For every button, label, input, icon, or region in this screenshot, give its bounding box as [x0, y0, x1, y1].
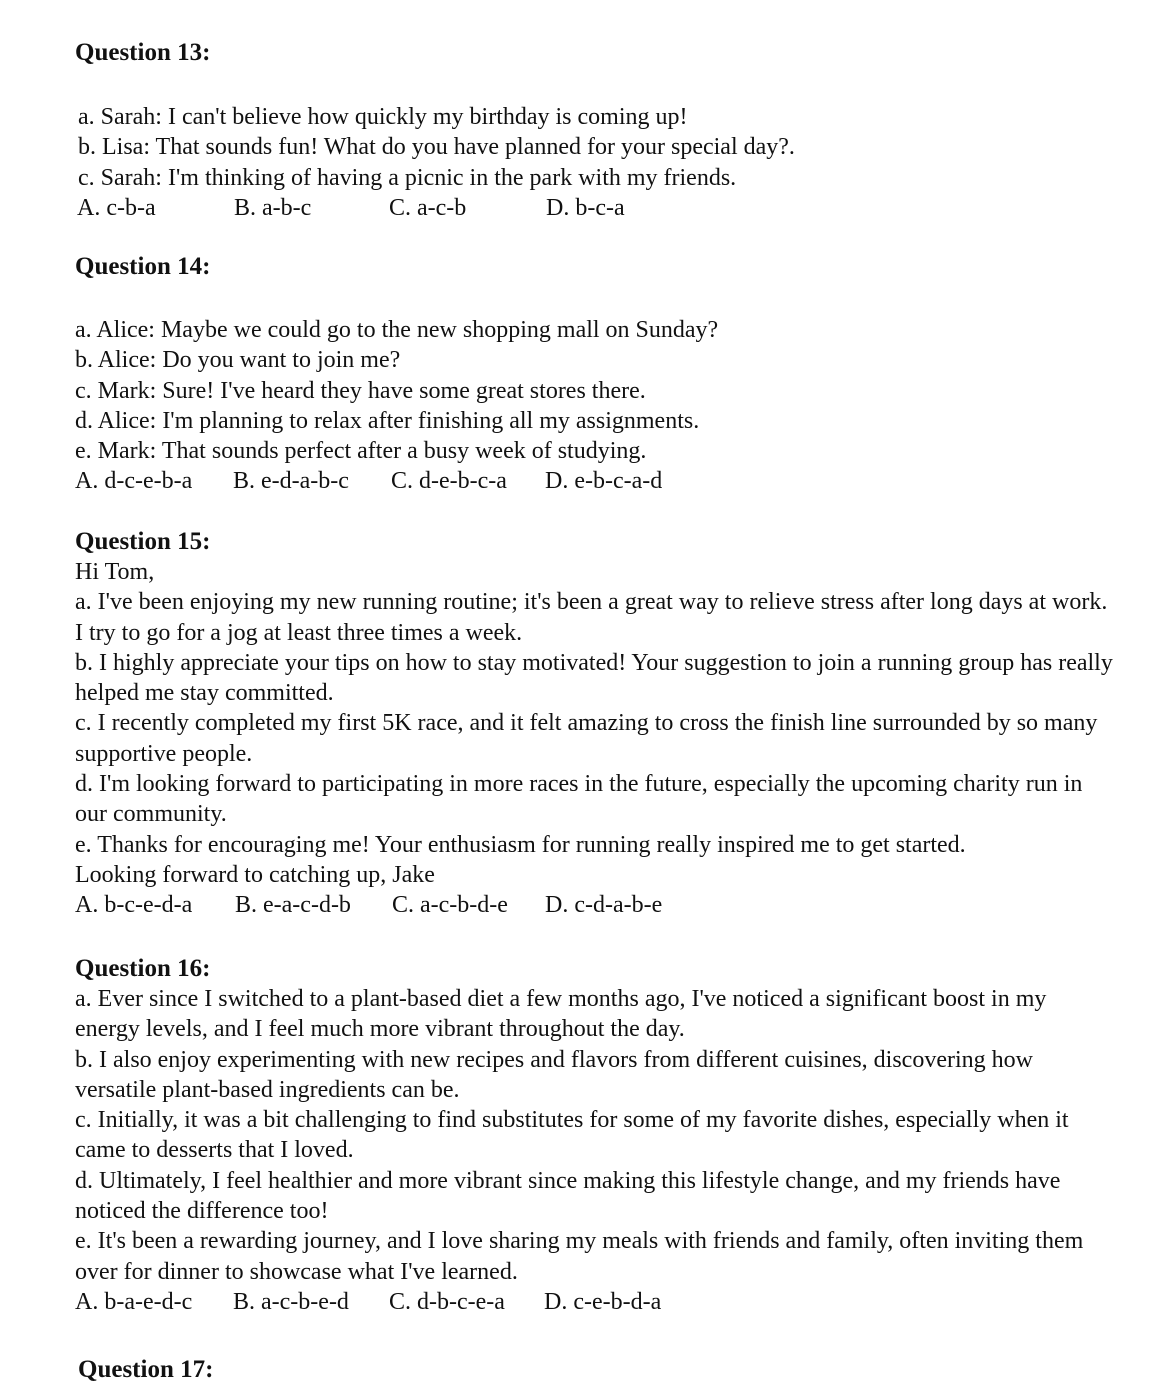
question-15-option-d: D. c-d-a-b-e [545, 892, 663, 919]
question-14-option-a: A. d-c-e-b-a [75, 468, 193, 495]
question-16-item-e: e. It's been a rewarding journey, and I love sharing my meals with friends and family, often inviting them over for dinner to showcase what I've learned. [75, 1228, 1084, 1285]
question-16-option-b: B. a-c-b-e-d [233, 1288, 349, 1315]
question-13-line-a: a. Sarah: I can't believe how quickly my birthday is coming up! [78, 104, 688, 130]
question-15-option-a: A. b-c-e-d-a [75, 892, 193, 919]
question-14-options [75, 466, 1125, 496]
question-16-option-a: A. b-a-e-d-c [75, 1288, 193, 1315]
question-15-option-b: B. e-a-c-d-b [235, 892, 351, 919]
question-16 [75, 954, 1105, 1317]
question-14-title: Question 14: [75, 253, 211, 280]
question-16-options [75, 1287, 1105, 1317]
question-16-title: Question 16: [75, 955, 211, 982]
question-16-item-b: b. I also enjoy experimenting with new recipes and flavors from different cuisines, discovering how versatile plant-based ingredients can be. [75, 1046, 1033, 1103]
question-14-line-c: c. Mark: Sure! I've heard they have some great stores there. [75, 377, 646, 404]
question-16-item-d: d. Ultimately, I feel healthier and more vibrant since making this lifestyle change, and my friends have noticed the difference too! [75, 1167, 1061, 1225]
question-15-title: Question 15: [75, 528, 211, 555]
question-15-item-e: e. Thanks for encouraging me! Your enthusiasm for running really inspired me to get started. [75, 831, 966, 858]
question-15-closing: Looking forward to catching up, Jake [75, 861, 435, 888]
question-14-option-b: B. e-d-a-b-c [233, 468, 349, 495]
question-15-item-d: d. I'm looking forward to participating in more races in the future, especially the upcoming charity run in our community. [75, 771, 1083, 828]
question-14-line-a: a. Alice: Maybe we could go to the new shopping mall on Sunday? [75, 317, 719, 343]
question-13-option-c: C. a-c-b [389, 194, 467, 221]
question-13-option-d: D. b-c-a [546, 194, 625, 221]
question-15-item-b: b. I highly appreciate your tips on how to stay motivated! Your suggestion to join a running group has really helped me stay committed. [75, 649, 1113, 707]
question-13-options [75, 193, 1125, 223]
question-13-line-b: b. Lisa: That sounds fun! What do you have planned for your special day?. [78, 134, 795, 161]
question-16-item-c: c. Initially, it was a bit challenging to find substitutes for some of my favorite dishes, especially when it came to desserts that I loved. [75, 1107, 1069, 1164]
question-15-item-a: a. I've been enjoying my new running routine; it's been a great way to relieve stress after long days at work. I try to go for a jog at least three times a week. [75, 589, 1108, 646]
question-14-line-e: e. Mark: That sounds perfect after a busy week of studying. [75, 438, 647, 465]
question-15-greeting: Hi Tom, [75, 559, 155, 585]
question-13-line-c: c. Sarah: I'm thinking of having a picnic in the park with my friends. [78, 164, 737, 191]
question-17-title: Question 17: [78, 1356, 214, 1383]
question-15 [75, 527, 1115, 920]
question-14-option-c: C. d-e-b-c-a [391, 468, 507, 495]
question-14 [75, 252, 1125, 496]
question-14-line-b: b. Alice: Do you want to join me? [75, 347, 401, 374]
question-16-option-d: D. c-e-b-d-a [544, 1288, 662, 1315]
question-13-option-b: B. a-b-c [234, 194, 312, 221]
question-14-option-d: D. e-b-c-a-d [545, 468, 663, 495]
question-13-title: Question 13: [75, 39, 211, 66]
question-13 [75, 38, 1125, 223]
question-14-line-d: d. Alice: I'm planning to relax after finishing all my assignments. [75, 407, 700, 434]
question-15-item-c: c. I recently completed my first 5K race, and it felt amazing to cross the finish line surrounded by so many supportive people. [75, 710, 1098, 767]
question-13-option-a: A. c-b-a [77, 194, 156, 221]
question-16-option-c: C. d-b-c-e-a [389, 1288, 505, 1315]
question-16-item-a: a. Ever since I switched to a plant-based diet a few months ago, I've noticed a significant boost in my energy levels, and I feel much more vibrant throughout the day. [75, 986, 1047, 1043]
question-15-option-c: C. a-c-b-d-e [392, 892, 508, 919]
question-15-options [75, 890, 1115, 920]
